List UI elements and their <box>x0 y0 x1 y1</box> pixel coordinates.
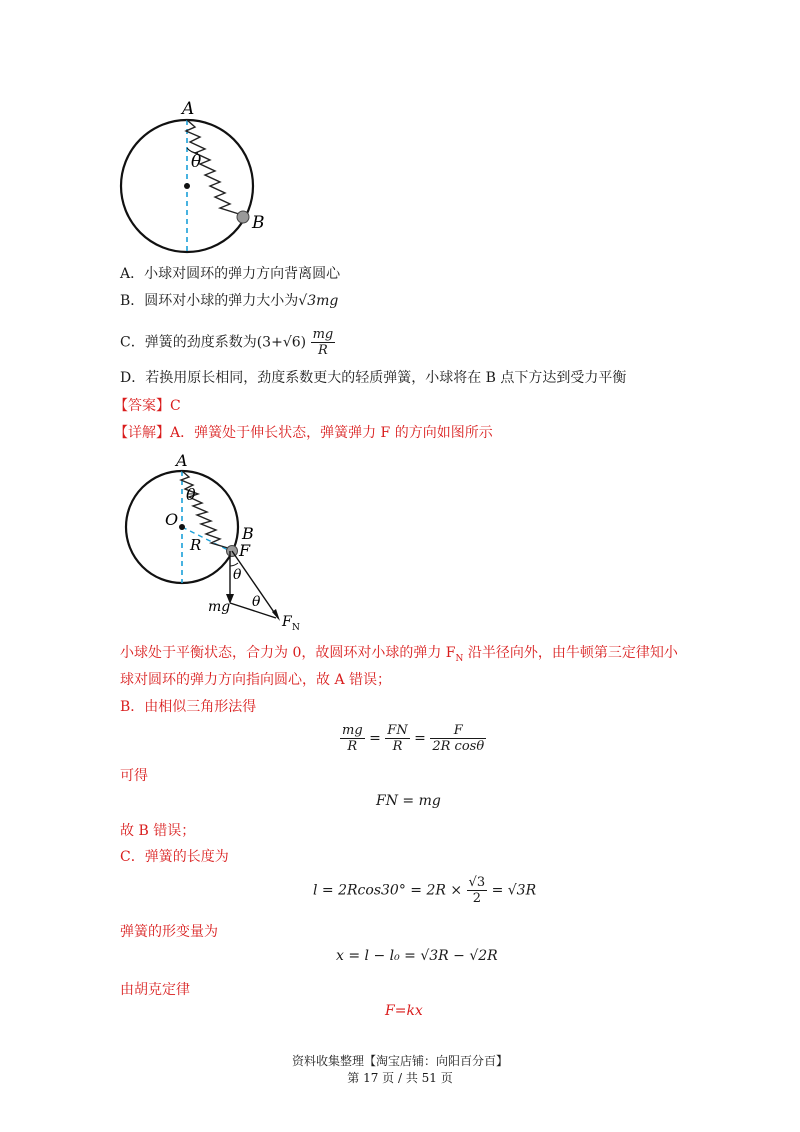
explanation-line-1-end: 沿半径向外，由牛顿第三定律知小 <box>463 645 678 661</box>
option-c-text: C．弹簧的劲度系数为 <box>120 334 257 351</box>
label-theta: θ <box>191 152 202 172</box>
option-b <box>120 291 338 311</box>
figure-force-diagram <box>112 448 312 638</box>
label-theta-c: θ <box>252 594 261 610</box>
eq1-frac-2 <box>385 723 409 754</box>
b-method: B．由相似三角形法得 <box>120 699 257 715</box>
option-c-num: mg <box>312 327 334 342</box>
figure-ring-spring <box>112 96 272 256</box>
eq1-eq-2: = <box>414 730 426 747</box>
label-theta-b: θ <box>233 567 242 583</box>
label-mg: mg <box>208 599 231 615</box>
eq1-frac-3 <box>430 723 486 754</box>
figure-1-svg <box>112 96 272 256</box>
eq1-d1: R <box>347 739 358 754</box>
option-c-fraction <box>311 327 336 358</box>
label-O: O <box>165 510 179 529</box>
center-dot-2 <box>179 524 185 530</box>
option-c <box>120 327 335 358</box>
eq1-d2: R <box>392 739 403 754</box>
label-theta-a: θ <box>186 485 196 504</box>
eq1-eq-1: = <box>369 730 381 747</box>
eq3-left: l = 2Rcos30° = 2R × <box>313 882 463 899</box>
explanation-line-1-start: 小球处于平衡状态，合力为 0，故圆环对小球的弹力 F <box>120 645 456 661</box>
option-b-text: B．圆环对小球的弹力大小为 <box>120 293 299 309</box>
eq3-right: = √3R <box>491 882 537 899</box>
center-dot <box>184 183 190 189</box>
hooke-label: 由胡克定律 <box>120 982 190 998</box>
footer-source: 资料收集整理【淘宝店铺：向阳百分百】 <box>291 1054 508 1068</box>
label-A: A <box>182 99 195 119</box>
eq1-n2: FN <box>387 723 408 738</box>
option-a: A．小球对圆环的弹力方向背离圆心 <box>120 266 341 282</box>
detail-intro: 【详解】A．弹簧处于伸长状态，弹簧弹力 F 的方向如图所示 <box>114 425 493 441</box>
answer-label: 【答案】C <box>114 398 181 414</box>
label-F: F <box>239 541 251 560</box>
footer-page-number: 第 17 页 / 共 51 页 <box>347 1071 453 1085</box>
eq3-den: 2 <box>472 891 481 906</box>
option-b-formula: √3mg <box>298 293 339 309</box>
eq1-d3: 2R cosθ <box>432 739 485 754</box>
label-FN-sub: N <box>292 623 300 633</box>
option-d: D．若换用原长相同，劲度系数更大的轻质弹簧，小球将在 B 点下方达到受力平衡 <box>120 370 627 386</box>
theta-arc-2 <box>230 563 238 566</box>
spring-2 <box>181 471 228 548</box>
kede: 可得 <box>120 768 148 784</box>
eq3-num: √3 <box>468 875 486 890</box>
label-FN: F <box>282 614 292 630</box>
deform-label: 弹簧的形变量为 <box>120 924 218 940</box>
eq1-n3: F <box>430 723 486 739</box>
equation-hooke: F=kx <box>385 1003 423 1019</box>
eq1-n1: mg <box>342 723 363 738</box>
figure-2-svg <box>112 448 312 638</box>
equation-deformation: x = l − l₀ = √3R − √2R <box>336 948 498 964</box>
label-A-2: A <box>176 451 188 470</box>
c-length: C．弹簧的长度为 <box>120 849 229 865</box>
eq1-frac-1 <box>340 723 365 754</box>
option-c-coef: (3+√6) <box>256 334 307 351</box>
ball <box>237 211 249 223</box>
option-c-den: R <box>317 343 328 358</box>
label-B: B <box>252 213 265 233</box>
b-wrong: 故 B 错误； <box>120 823 196 839</box>
label-R: R <box>190 536 202 554</box>
explanation-line-2: 球对圆环的弹力方向指向圆心，故 A 错误； <box>120 672 392 688</box>
equation-spring-length <box>313 875 536 906</box>
explanation-line-1 <box>120 643 678 669</box>
equation-similar-triangles <box>340 723 486 754</box>
equation-fn-mg: FN = mg <box>376 793 441 809</box>
explanation-fn-sub: N <box>455 653 464 664</box>
eq3-frac <box>467 875 488 906</box>
label-B-2: B <box>242 524 254 543</box>
